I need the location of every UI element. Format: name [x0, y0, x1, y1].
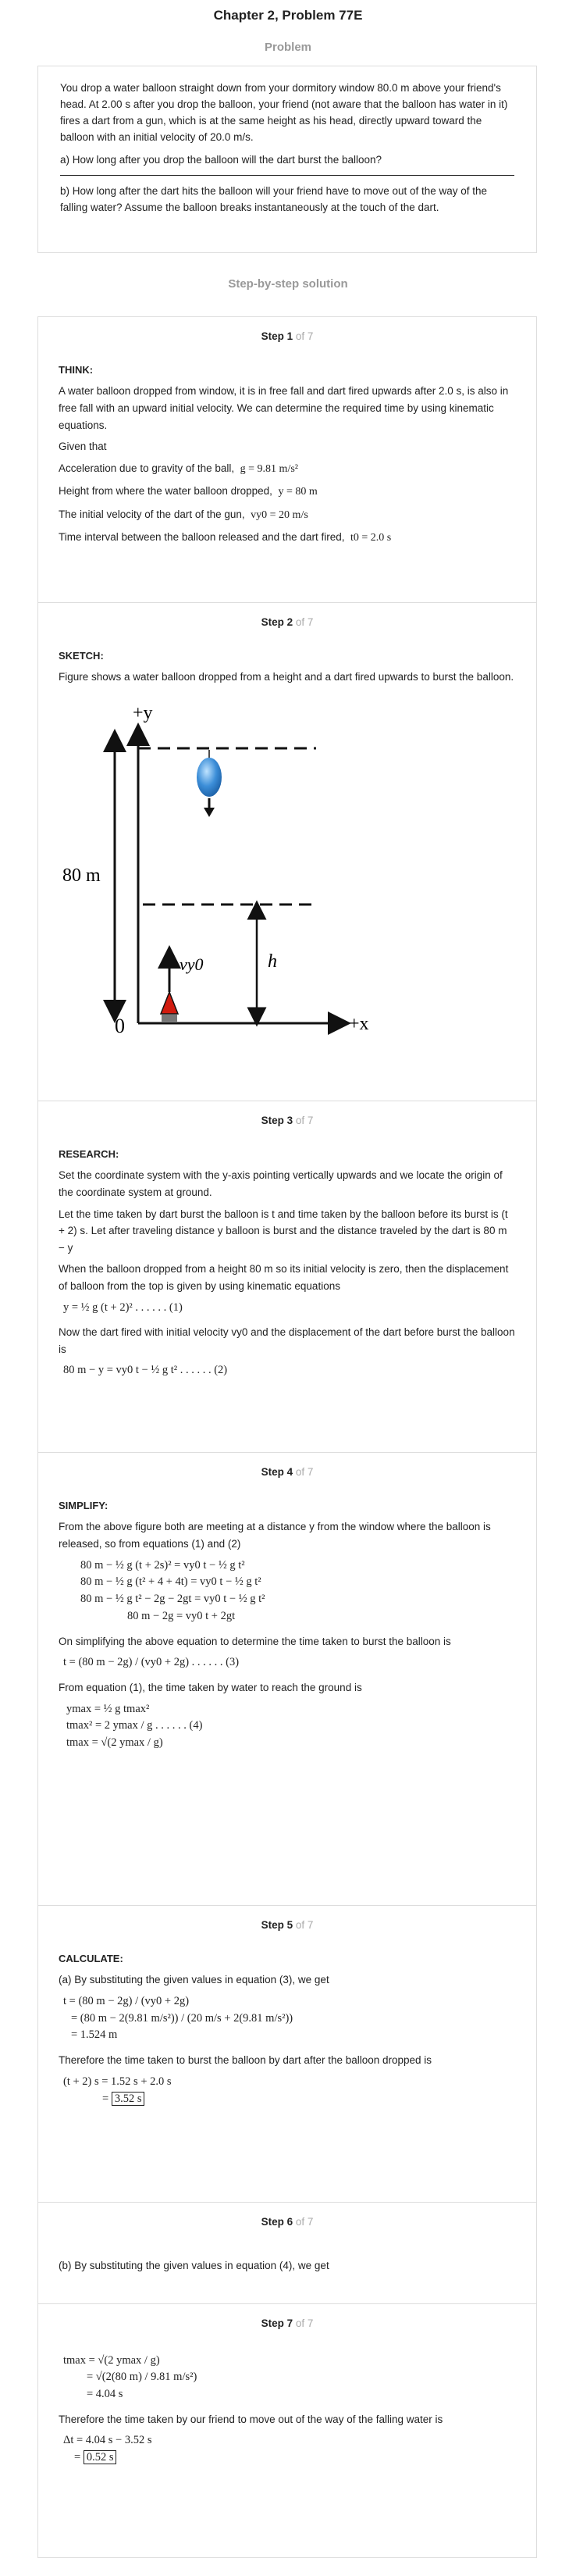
step-text: Now the dart fired with initial velocity vy0 and the displacement of the dart before burst the balloon is: [59, 1326, 515, 1355]
step-total: of 7: [295, 616, 314, 628]
equation-2: 80 m − y = vy0 t − ½ g t² . . . . . . (2): [63, 1364, 228, 1377]
step-header: [59, 1112, 516, 1129]
equation-line: 80 m − ½ g t² − 2g − 2gt = vy0 t − ½ g t²: [80, 1593, 265, 1606]
step-total: of 7: [295, 1919, 314, 1931]
step-number: Step 4: [261, 1466, 293, 1478]
step-number: Step 3: [261, 1115, 293, 1126]
step-text: Let the time taken by dart burst the balloon is t and time taken by the balloon before its burst is (t + 2) s. Let after traveling distance y balloon is burst and the distance traveled by the dart is 80 m − y: [59, 1208, 508, 1254]
equation-1: y = ½ g (t + 2)² . . . . . . (1): [63, 1300, 183, 1314]
step-text: Therefore the time taken by our friend to move out of the way of the falling water is: [59, 2413, 443, 2425]
equation-block: [66, 1701, 516, 1752]
given-label: Time interval between the balloon released and the dart fired,: [59, 530, 345, 543]
step-total: of 7: [295, 330, 314, 342]
given-label: Acceleration due to gravity of the ball,: [59, 462, 235, 474]
step-text: Figure shows a water balloon dropped from a height and a dart fired upwards to burst the balloon.: [59, 671, 514, 683]
given-time: [59, 529, 516, 547]
step-text: Set the coordinate system with the y-axis pointing vertically upwards and we locate the origin of the coordinate system at ground.: [59, 1169, 503, 1198]
given-value: g = 9.81 m/s²: [240, 462, 298, 475]
divider: [60, 175, 514, 176]
equation-line: tmax = √(2 ymax / g): [66, 1736, 163, 1750]
step-total: of 7: [295, 2317, 314, 2329]
equation-line: ymax = ½ g tmax²: [66, 1702, 150, 1715]
step-header: [59, 614, 516, 631]
step-text: Therefore the time taken to burst the balloon by dart after the balloon dropped is: [59, 2054, 432, 2067]
step-3: [38, 1101, 536, 1452]
answer-box: 3.52 s: [112, 2092, 145, 2106]
step-text: On simplifying the above equation to determine the time taken to burst the balloon is: [59, 1635, 451, 1647]
balloon-icon: [197, 758, 222, 797]
step-text: (a) By substituting the given values in equation (3), we get: [59, 1974, 329, 1986]
step-6: [38, 2202, 536, 2303]
step-header: [59, 1464, 516, 1481]
given-value: t0 = 2.0 s: [350, 531, 392, 544]
step-text: From the above figure both are meeting at a distance y from the window where the balloon is released, so from equations (1) and (2): [59, 1521, 491, 1550]
result-block: [63, 2432, 516, 2467]
step-1: [38, 317, 536, 602]
equation-line: (t + 2) s = 1.52 s + 2.0 s: [63, 2075, 172, 2088]
equation-line: Δt = 4.04 s − 3.52 s: [63, 2434, 152, 2447]
equation-line: 80 m − 2g = vy0 t + 2gt: [127, 1609, 236, 1622]
step-5: [38, 1905, 536, 2202]
gun-base: [162, 1015, 177, 1022]
step-header: [59, 328, 516, 345]
step-header: [59, 2315, 516, 2332]
problem-card: [37, 66, 537, 253]
step-text: A water balloon dropped from window, it is in free fall and dart fired upwards after 2.0 s, is also in free fall with an upward initial velocity. We can determine the required time by using kinematic equations.: [59, 385, 509, 431]
given-text: Given that: [59, 441, 107, 453]
problem-part-b: b) How long after the dart hits the balloon will your friend have to move out of the way of the falling water? Assume the balloon breaks instantaneously at the touch of the dart.: [60, 184, 488, 213]
step-7: [38, 2303, 536, 2559]
step-header: [59, 2214, 516, 2231]
equation-block: [63, 1993, 516, 2044]
equation-block: [80, 1557, 516, 1625]
given-value: vy0 = 20 m/s: [251, 508, 308, 521]
step-text: When the balloon dropped from a height 80 m so its initial velocity is zero, then the displacement of balloon from the top is given by using kinematic equations: [59, 1263, 509, 1292]
equation-line: = (80 m − 2(9.81 m/s²)) / (20 m/s + 2(9.81 m/s²)): [71, 2011, 293, 2025]
problem-intro: You drop a water balloon straight down from your dormitory window 80.0 m above your friend's head. At 2.00 s after you drop the balloon, your friend (not aware that the balloon has water in it) fires a dart from a gun, which is at the same height as his head, directly upward toward the balloon with an initial velocity of 20.0 m/s.: [60, 82, 508, 143]
equation-block: [63, 2353, 516, 2403]
h-label: h: [268, 951, 277, 972]
y-axis-label: +y: [133, 702, 153, 723]
equation-line: 80 m − ½ g (t² + 4 + 4t) = vy0 t − ½ g t²: [80, 1575, 261, 1589]
given-gravity: [59, 460, 516, 478]
step-number: Step 5: [261, 1919, 293, 1931]
step-label: THINK:: [59, 363, 94, 376]
x-axis-label: +x: [349, 1013, 369, 1034]
dart-gun-icon: [161, 992, 178, 1014]
page-title: Chapter 2, Problem 77E: [213, 8, 363, 23]
equation-line: tmax = √(2 ymax / g): [63, 2353, 160, 2367]
step-number: Step 2: [261, 616, 293, 628]
result-block: [63, 2074, 516, 2108]
step-total: of 7: [295, 1115, 314, 1126]
sketch-figure: [59, 695, 386, 1047]
step-label: RESEARCH:: [59, 1147, 119, 1160]
arrow-head-icon: [204, 808, 215, 817]
step-number: Step 1: [261, 330, 293, 342]
equation-line: tmax² = 2 ymax / g . . . . . . (4): [66, 1719, 203, 1732]
step-number: Step 7: [261, 2317, 293, 2329]
answer-box: 0.52 s: [84, 2450, 117, 2464]
problem-heading: Problem: [264, 41, 311, 54]
result-line: = 3.52 s: [63, 2091, 516, 2108]
step-total: of 7: [295, 2216, 314, 2228]
equation-3: t = (80 m − 2g) / (vy0 + 2g) . . . . . . (3): [63, 1656, 240, 1669]
step-text: (b) By substituting the given values in equation (4), we get: [59, 2259, 329, 2271]
equation-line: = 4.04 s: [87, 2388, 123, 2401]
step-label: CALCULATE:: [59, 1952, 123, 1964]
step-number: Step 6: [261, 2216, 293, 2228]
equation-line: t = (80 m − 2g) / (vy0 + 2g): [63, 1994, 190, 2007]
given-velocity: [59, 506, 516, 524]
solution-heading: Step-by-step solution: [228, 277, 348, 291]
height-label: 80 m: [62, 865, 101, 886]
given-label: Height from where the water balloon dropped,: [59, 485, 272, 498]
step-text: From equation (1), the time taken by water to reach the ground is: [59, 1681, 362, 1693]
given-value: y = 80 m: [278, 486, 318, 498]
given-height: [59, 483, 516, 501]
equation-line: 80 m − ½ g (t + 2s)² = vy0 t − ½ g t²: [80, 1558, 245, 1572]
step-2: [38, 602, 536, 1101]
problem-part-a: a) How long after you drop the balloon will the dart burst the balloon?: [60, 153, 382, 166]
origin-label: 0: [115, 1014, 125, 1037]
result-line: = 0.52 s: [63, 2449, 516, 2467]
step-4: [38, 1452, 536, 1905]
velocity-label: vy0: [180, 954, 204, 974]
step-label: SIMPLIFY:: [59, 1499, 108, 1511]
step-label: SKETCH:: [59, 649, 104, 662]
equation-line: = √(2(80 m) / 9.81 m/s²): [87, 2371, 197, 2384]
equation-line: = 1.524 m: [71, 2028, 118, 2042]
step-header: [59, 1917, 516, 1934]
step-total: of 7: [295, 1466, 314, 1478]
given-label: The initial velocity of the dart of the gun,: [59, 508, 245, 520]
steps-card: [37, 316, 537, 2558]
